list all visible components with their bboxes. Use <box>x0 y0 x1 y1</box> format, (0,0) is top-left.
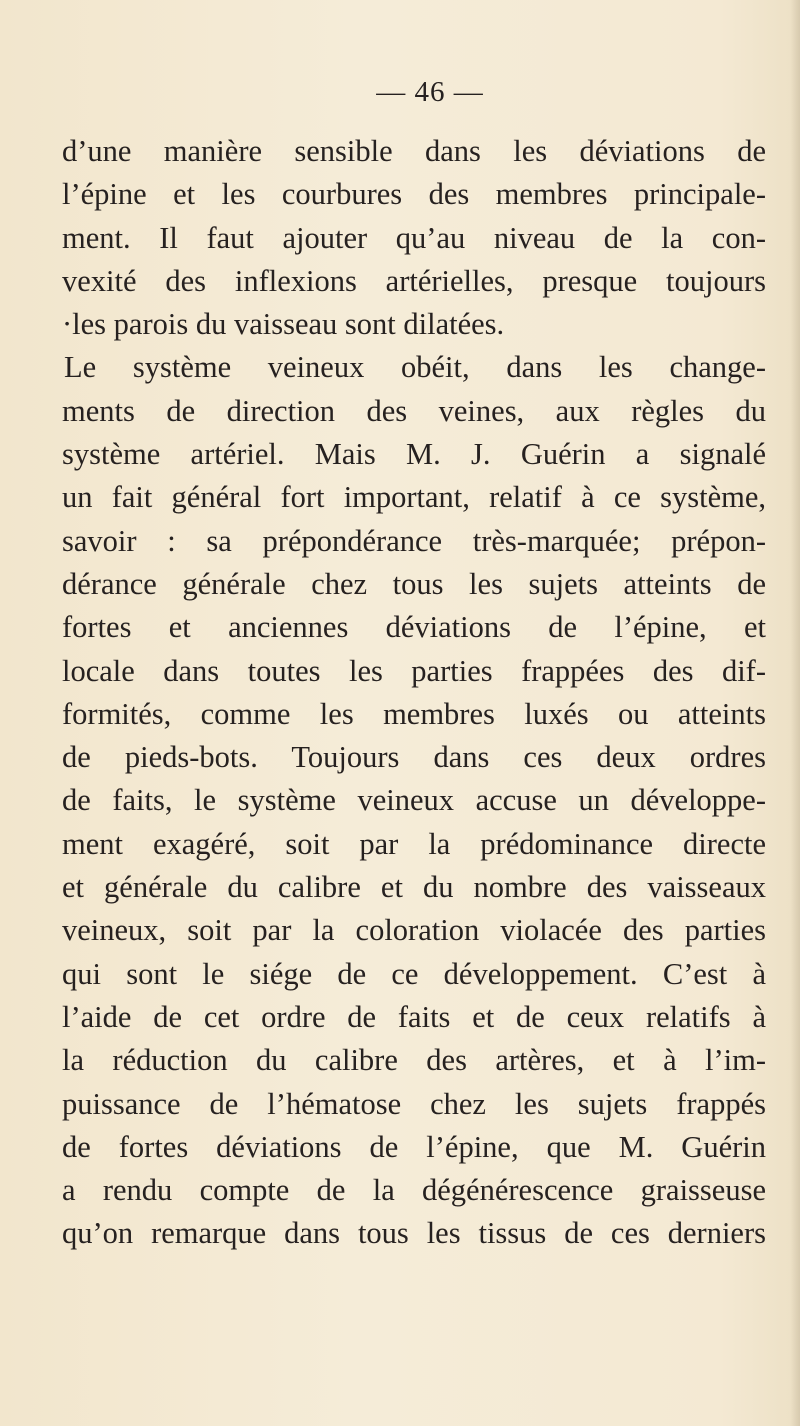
text-line: ·les parois du vaisseau sont dilatées. <box>62 307 505 342</box>
text-line: formités, comme les membres luxés ou atteints <box>62 696 766 731</box>
text-line: qu’on remarque dans tous les tissus de ces derniers <box>62 1216 766 1251</box>
text-line: Le système veineux obéit, dans les change- <box>64 350 766 385</box>
text-line: fortes et anciennes déviations de l’épine, et <box>62 610 766 645</box>
text-line: a rendu compte de la dégénérescence graisseuse <box>62 1173 766 1208</box>
text-line: puissance de l’hématose chez les sujets frappés <box>62 1086 766 1121</box>
text-line: un fait général fort important, relatif à ce système, <box>62 480 766 515</box>
text-line: l’aide de cet ordre de faits et de ceux relatifs à <box>62 999 766 1034</box>
text-line: veineux, soit par la coloration violacée des parties <box>62 913 766 948</box>
text-line: ment. Il faut ajouter qu’au niveau de la con- <box>62 220 766 255</box>
text-line: qui sont le siége de ce développement. C’est à <box>62 956 766 991</box>
text-line: de fortes déviations de l’épine, que M. Guérin <box>62 1129 766 1164</box>
page-number: — 46 — <box>376 76 484 108</box>
text-line: dérance générale chez tous les sujets atteints de <box>62 566 766 601</box>
text-line: locale dans toutes les parties frappées des dif- <box>62 653 766 688</box>
text-line: savoir : sa prépondérance très-marquée; prépon- <box>62 523 766 558</box>
text-line: ment exagéré, soit par la prédominance directe <box>62 826 766 861</box>
text-line: système artériel. Mais M. J. Guérin a signalé <box>62 437 766 472</box>
text-line: et générale du calibre et du nombre des vaisseaux <box>62 870 766 905</box>
body-text <box>62 130 766 1256</box>
text-line: l’épine et les courbures des membres principale- <box>62 177 766 212</box>
text-line: ments de direction des veines, aux règles du <box>62 393 766 428</box>
text-line: d’une manière sensible dans les déviations de <box>62 134 766 168</box>
text-line: de faits, le système veineux accuse un développe- <box>62 783 766 818</box>
text-line: vexité des inflexions artérielles, presque toujours <box>62 263 766 298</box>
text-line: la réduction du calibre des artères, et à l’im- <box>62 1043 766 1078</box>
text-line: de pieds-bots. Toujours dans ces deux ordres <box>62 740 766 775</box>
page-edge-shadow <box>790 0 800 1426</box>
